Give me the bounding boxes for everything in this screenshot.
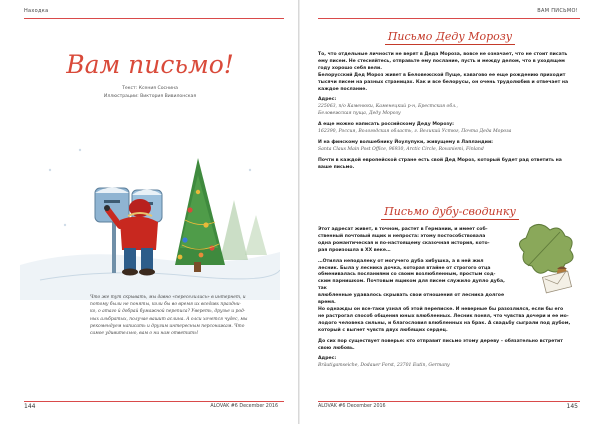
- right-rubric: ВАМ ПИСЬМО!: [537, 8, 578, 14]
- finland-label: И на финскому волшебнику Йоулупуки, живущему в Лапландии:: [318, 139, 494, 145]
- text-line: свою любовь.: [318, 345, 355, 351]
- address-line: Беловежская пуща, Деду Морозу: [318, 111, 401, 117]
- text-line: До сих пор существует поверье: кто отправит письмо этому дереву – обязательно встретит: [318, 338, 563, 344]
- winter-mailbox-illustration: [20, 130, 280, 300]
- caption-line: Что же тут скрывать, мы давно «переселились» в интернет, и: [90, 295, 246, 300]
- caption-line: рекомендуем написать и другим интересным персонажам. Что: [90, 323, 245, 329]
- section2-body: [318, 227, 580, 370]
- text-line: не растрогал способ общения юных влюбленных. Лесник понял, что чувства дочери и ее мо-: [318, 313, 569, 319]
- text-line: …Отилла неподалеку от могучего дуба хибушка, а в ней жил: [318, 258, 484, 264]
- text-line: ским парнишком. Почтовым ящиком для писем служило дупло дуба, так: [318, 279, 505, 292]
- text-line: который с выгнет чувств двух любящих сердец.: [318, 327, 448, 333]
- text-line: тысячи писем на разных страницах. Как и все белорусы, он очень трудолюбив и отвечает на: [318, 79, 569, 85]
- russia-label: А еще можно написать российскому Деду Морозу:: [318, 122, 454, 128]
- section1-title: [300, 30, 600, 43]
- text-line: каждое послание.: [318, 86, 368, 92]
- address-label: Адрес:: [318, 356, 337, 362]
- text-line: То, что отдельные личности не верят в Деда Мороза, вовсе не означает, что не стоит писать: [318, 52, 568, 57]
- right-page-number: 145: [566, 403, 578, 410]
- left-footer-rule: [24, 401, 284, 402]
- text-line: году хорошо себя вели.: [318, 65, 383, 71]
- left-top-rule: [24, 18, 284, 19]
- text-line: Но однажды он все-таки узнал об этой переписке. И неверные бы разозлился, если бы его: [318, 306, 564, 312]
- address-line: 225063, п/о Каменюки, Каменецкий р-н, Брестская обл.,: [318, 104, 458, 110]
- left-caption: [90, 294, 270, 337]
- caption-line: самое удивительно, вам о ни нам ответить!: [90, 331, 199, 337]
- text-line: ваше письмо.: [318, 164, 355, 170]
- text-line: ему писем. Не стесняйтесь, отправьте ему послание, пусть и между делом, что в уходящем: [318, 58, 565, 64]
- section2-title-text: Письмо дубу-сводинку: [381, 205, 519, 220]
- section1-body: [318, 52, 580, 172]
- text-line: ственный почтовый ящик и непроста: этому постособствовала: [318, 233, 486, 239]
- text-line: лодого человека сильны, и благословил влюбленных на брак. А свадьбу сыграли под дубом,: [318, 320, 571, 326]
- text-line: Белорусский Дед Мороз живет в Беловежской Пуще, кавагово ее еще рождению приходит: [318, 72, 566, 78]
- text-line: одна романтическая и по-настоящему сказочная история, кото-: [318, 240, 490, 246]
- left-footer: ALOVAK #6 December 2016: [210, 404, 278, 409]
- section1-title-text: Письмо Деду Морозу: [385, 30, 515, 45]
- left-page-number: 144: [24, 403, 36, 410]
- author-credit: Текст: Ксения Соснина: [122, 86, 178, 91]
- russia-address: 162390, Россия, Вологодская область, г. Великий Устюг, Почта Деда Мороза: [318, 129, 512, 135]
- caption-line: ко, о атаго й добрай бумажной переписа? Увереть, друзье и род-: [90, 309, 246, 315]
- text-line: обменивалась посланиями со своим возлюбленным, простым сод-: [318, 272, 496, 278]
- left-rubric: Находка: [24, 8, 49, 14]
- address-label: Адрес:: [318, 97, 337, 103]
- illustrator-credit: Иллюстрации: Виктория Вивилонская: [103, 94, 197, 99]
- right-footer-rule: [318, 401, 580, 402]
- article-title: Вам письмо!: [66, 50, 234, 79]
- caption-line: потому были не поняты, коли бы во время их вседавх праздни-: [90, 302, 242, 308]
- right-top-rule: [318, 18, 580, 19]
- text-line: Почти в каждой европейской стране есть свой Дед Мороз, который будет рад ответить на: [318, 157, 562, 163]
- right-footer: ALOVAK #6 December 2016: [318, 404, 386, 409]
- caption-line: ных альбратых, получае вашит аслина. А олси хочется чудес, мы: [90, 316, 248, 322]
- section2-title: [300, 205, 600, 218]
- text-line: влюбленные удавалось скрывать свои отношения от лесника долгое время.: [318, 293, 505, 306]
- finland-address: Santa Claus Main Post Office, 96930, Arctic Circle, Rovaniemi, Finland: [318, 146, 484, 152]
- oak-address: Bräutigamseiche, Dodauer Forst, 23701 Eutin, Germany: [318, 363, 450, 369]
- text-line: Этот адресат живет, в точном, растет в Германии, и имеет соб-: [318, 227, 488, 232]
- text-line: лесник. Была у лесника дочка, которая втайне от строгого отца: [318, 265, 491, 271]
- text-line: рая произошла в XX веке…: [318, 247, 391, 253]
- right-page: [300, 0, 600, 424]
